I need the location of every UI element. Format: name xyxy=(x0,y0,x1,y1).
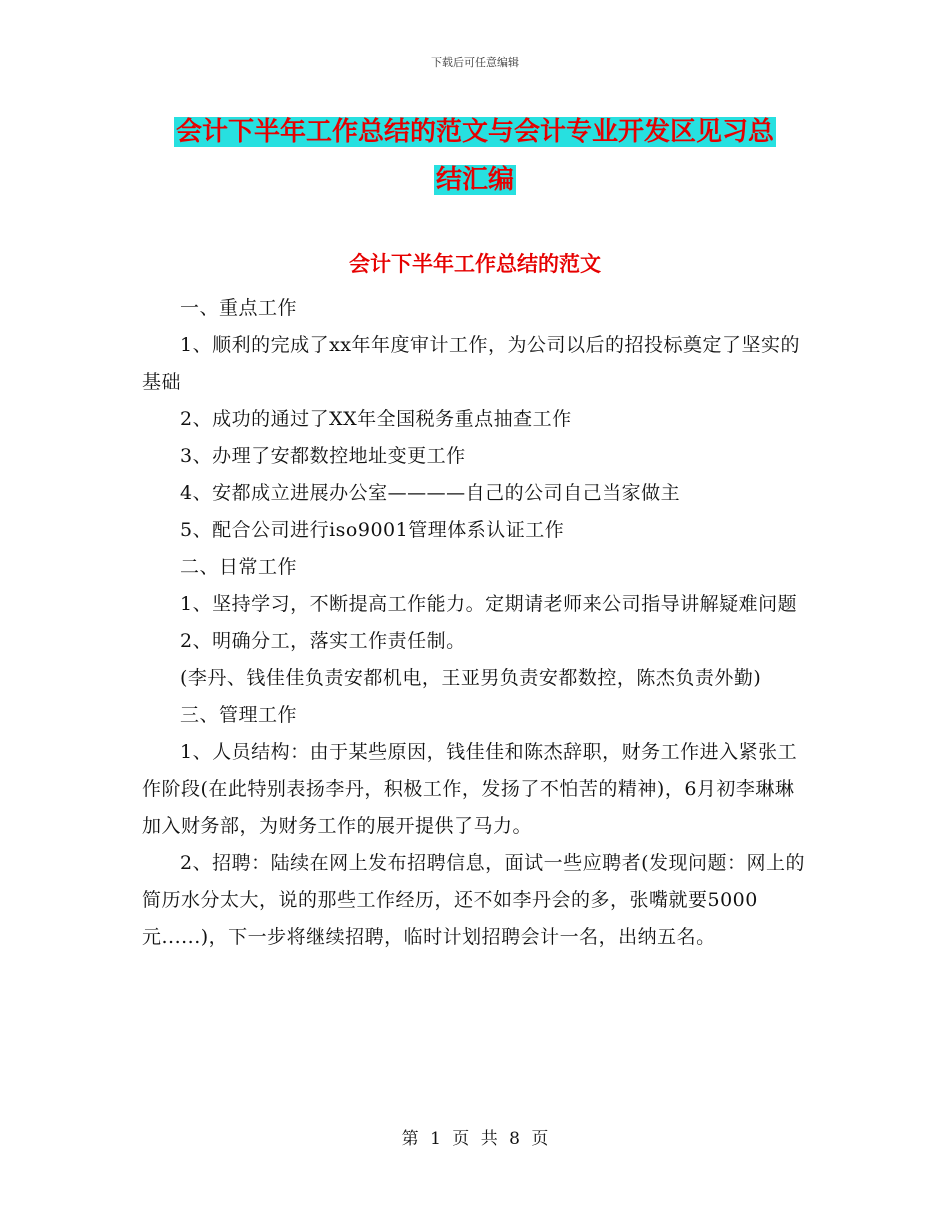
paragraph: 1、人员结构：由于某些原因，钱佳佳和陈杰辞职，财务工作进入紧张工作阶段(在此特别表扬李丹，积极工作，发扬了不怕苦的精神)，6月初李琳琳加入财务部，为财务工作的展开提供了马力。 xyxy=(142,741,798,837)
page-footer: 第 1 页 共 8 页 xyxy=(401,1129,549,1149)
paragraph: 2、明确分工，落实工作责任制。 xyxy=(180,630,466,652)
heading-management-work: 三、管理工作 xyxy=(180,704,298,726)
paragraph: 1、坚持学习，不断提高工作能力。定期请老师来公司指导讲解疑难问题 xyxy=(180,593,798,615)
document-body xyxy=(142,290,810,956)
section-title: 会计下半年工作总结的范文 xyxy=(349,252,601,276)
document-title-line-1: 会计下半年工作总结的范文与会计专业开发区见习总 xyxy=(175,117,774,147)
paragraph: 4、安都成立进展办公室————自己的公司自己当家做主 xyxy=(180,482,681,504)
paragraph: (李丹、钱佳佳负责安都机电，王亚男负责安都数控，陈杰负责外勤) xyxy=(180,667,762,689)
heading-daily-work: 二、日常工作 xyxy=(180,556,298,578)
document-title xyxy=(150,108,800,204)
paragraph: 5、配合公司进行iso9001管理体系认证工作 xyxy=(180,519,565,541)
document-title-line-2: 结汇编 xyxy=(435,165,514,195)
heading-key-work: 一、重点工作 xyxy=(180,297,298,319)
paragraph: 3、办理了安都数控地址变更工作 xyxy=(180,445,466,467)
paragraph: 2、成功的通过了XX年全国税务重点抽查工作 xyxy=(180,408,572,430)
paragraph: 1、顺利的完成了xx年年度审计工作，为公司以后的招投标奠定了坚实的基础 xyxy=(142,334,801,393)
paragraph: 2、招聘：陆续在网上发布招聘信息，面试一些应聘者(发现问题：网上的简历水分太大，说的那些工作经历，还不如李丹会的多，张嘴就要5000元......)，下一步将继续招聘，临时计划招聘会计一名，出纳五名。 xyxy=(142,852,806,948)
header-note: 下载后可任意编辑 xyxy=(431,56,519,69)
